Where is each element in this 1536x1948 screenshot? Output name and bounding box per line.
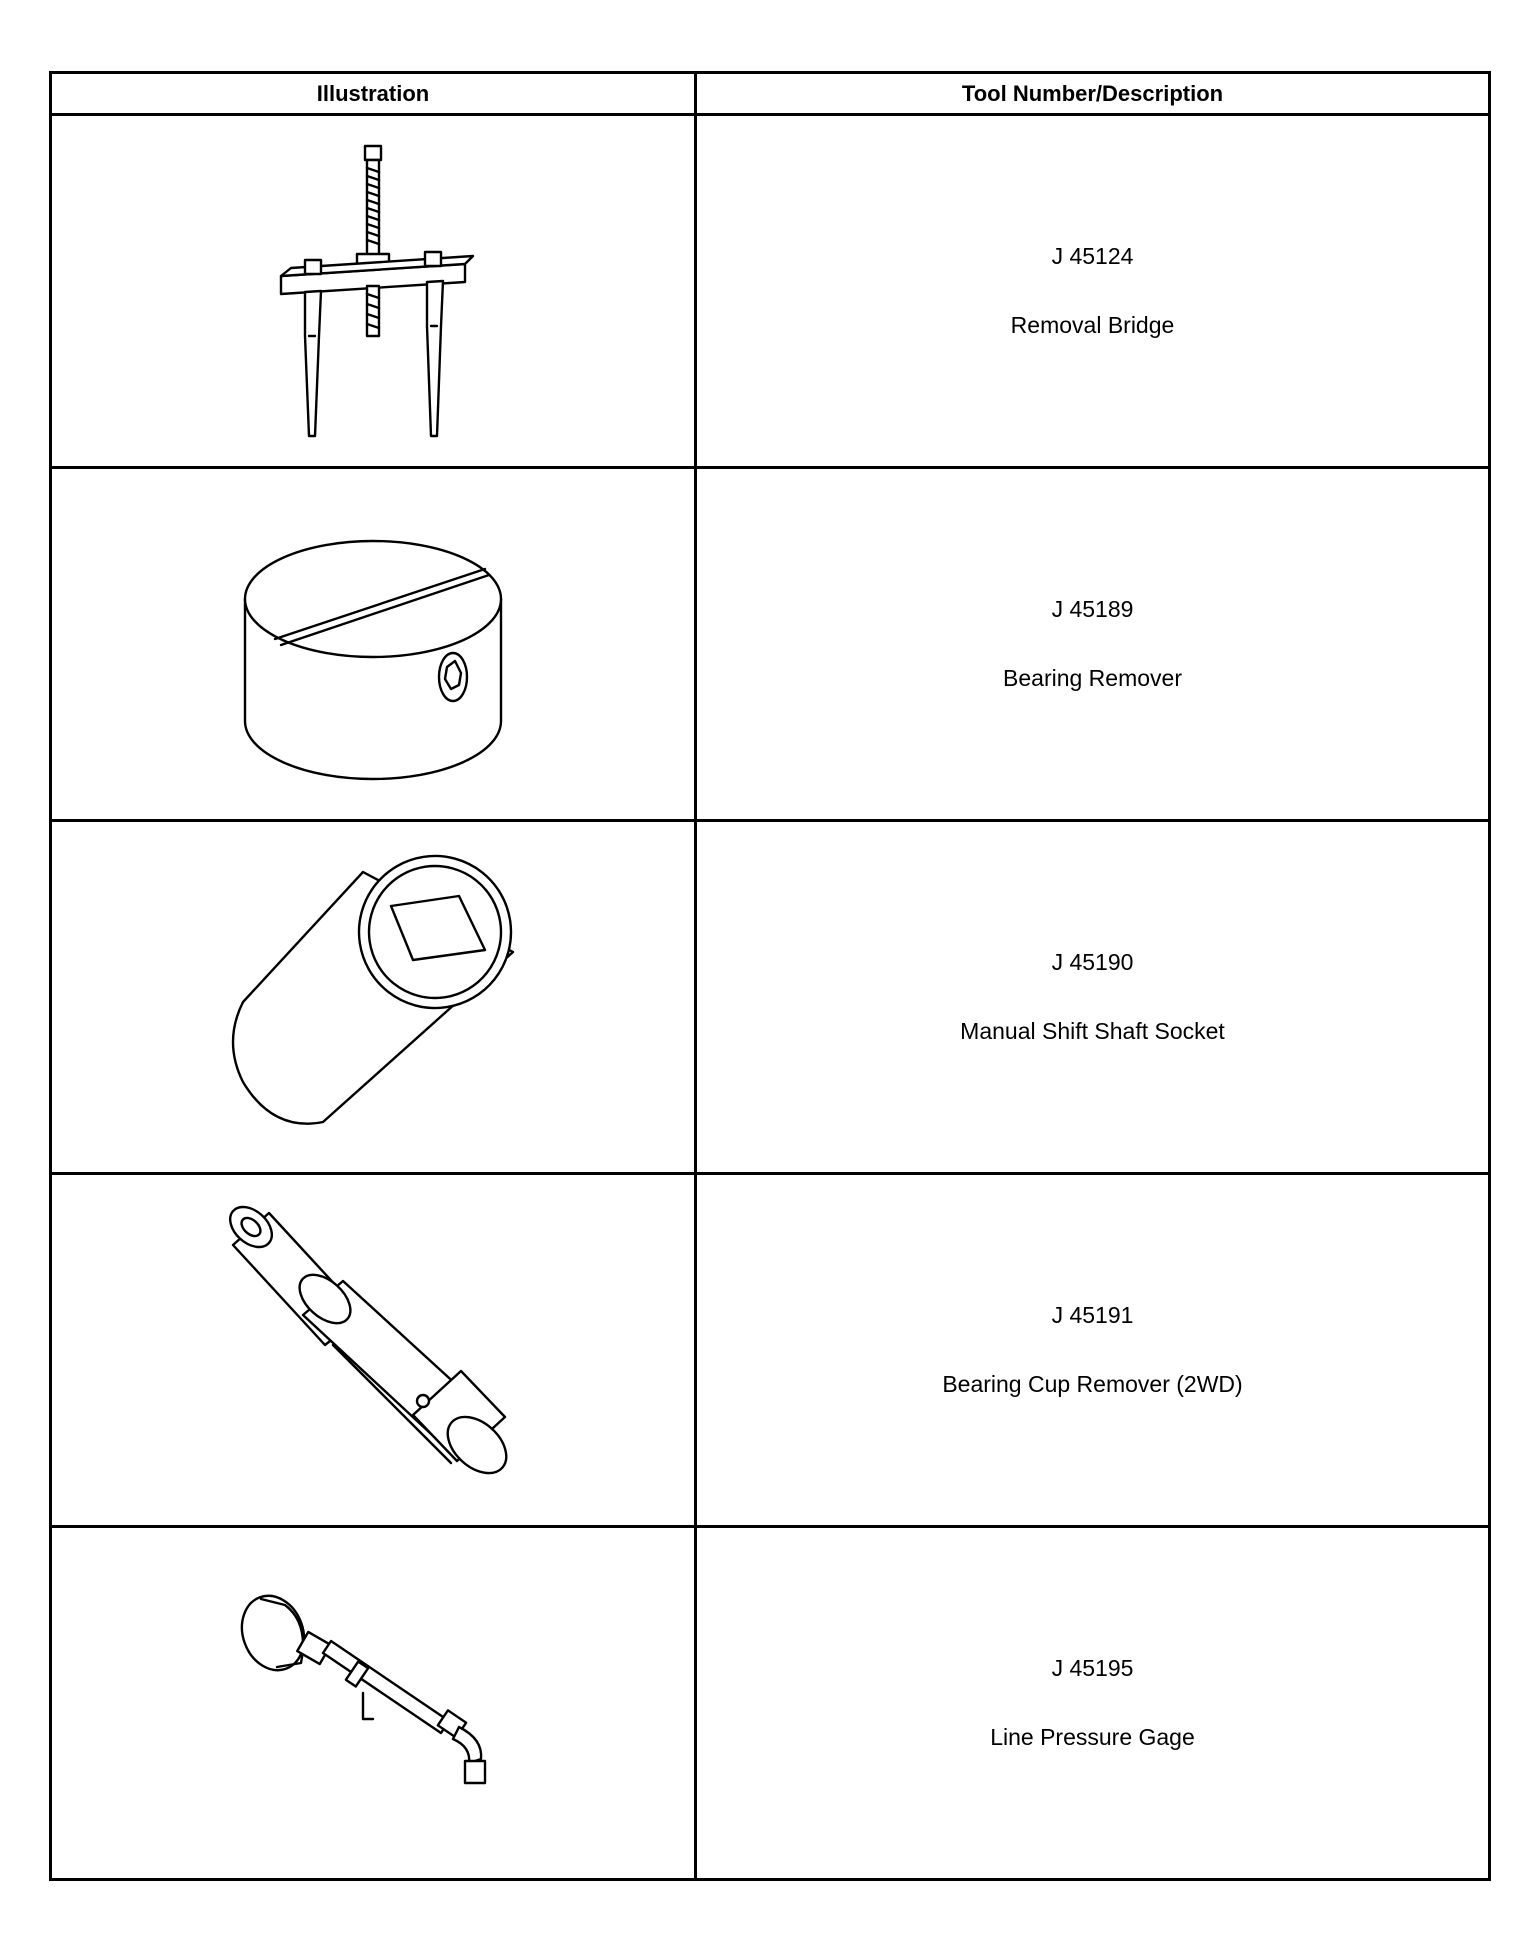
- tool-description-cell: [696, 821, 1490, 1174]
- tool-description: Manual Shift Shaft Socket: [960, 1018, 1225, 1044]
- tool-description-cell: [696, 468, 1490, 821]
- tool-description: Line Pressure Gage: [990, 1724, 1195, 1750]
- special-tools-table: [49, 71, 1491, 1881]
- illustration-cell: [51, 821, 696, 1174]
- bearing-cup-remover-illustration: [213, 1195, 533, 1505]
- bearing-remover-illustration: [223, 489, 523, 799]
- table-row: [51, 1174, 1490, 1527]
- table-row: [51, 821, 1490, 1174]
- illustration-cell: [51, 1527, 696, 1880]
- tool-description-cell: [696, 1527, 1490, 1880]
- tool-description: Removal Bridge: [1010, 312, 1175, 338]
- table-row: [51, 1527, 1490, 1880]
- removal-bridge-illustration: [243, 136, 503, 446]
- tool-description: Bearing Remover: [1003, 665, 1182, 691]
- illustration-cell: [51, 115, 696, 468]
- tool-number: J 45124: [1051, 243, 1134, 269]
- tool-description-cell: [696, 115, 1490, 468]
- table-header-row: [51, 73, 1490, 115]
- table-row: [51, 468, 1490, 821]
- tool-description-cell: [696, 1174, 1490, 1527]
- manual-shift-shaft-socket-illustration: [213, 842, 533, 1152]
- tool-number: J 45191: [1051, 1302, 1134, 1328]
- tool-number: J 45190: [1051, 949, 1134, 975]
- header-illustration: Illustration: [51, 73, 696, 115]
- line-pressure-gage-illustration: [213, 1553, 533, 1853]
- tool-number: J 45195: [1051, 1655, 1134, 1681]
- illustration-cell: [51, 468, 696, 821]
- table-row: [51, 115, 1490, 468]
- illustration-cell: [51, 1174, 696, 1527]
- tool-description: Bearing Cup Remover (2WD): [942, 1371, 1243, 1397]
- tool-number: J 45189: [1051, 596, 1134, 622]
- header-tool-number-description: Tool Number/Description: [696, 73, 1490, 115]
